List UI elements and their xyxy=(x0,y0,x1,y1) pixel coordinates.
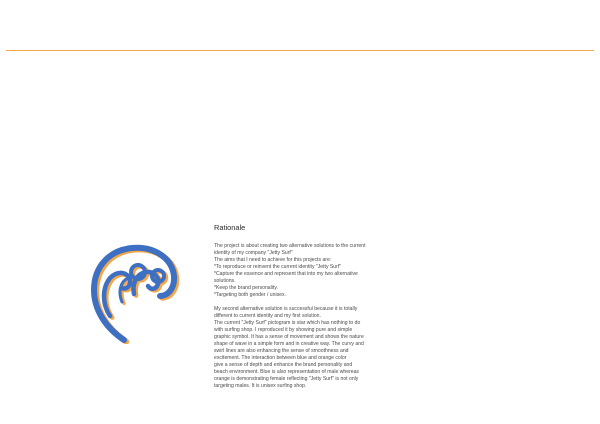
wave-swirl-pictogram-icon xyxy=(88,238,180,344)
paragraph-spacer xyxy=(214,299,394,306)
rationale-section xyxy=(214,223,394,390)
text-line: shape of wave in a simple form and in creative way. The curvy and xyxy=(214,341,364,347)
text-line: orange is demonstrating female reflecting "Jetty Surf" is not only xyxy=(214,376,359,382)
text-line: graphic symbol. It has a sense of movement and shows the nature xyxy=(214,334,364,340)
text-line: The aims that I need to achieve for this projects are: xyxy=(214,257,332,263)
text-line: solutions. xyxy=(214,278,236,284)
text-line: swirl lines are also enhancing the sense of smoothness and xyxy=(214,348,349,354)
text-line: targeting males. It is unisex surfing shop. xyxy=(214,383,307,389)
text-line: The current "Jetty Surf" pictogram is star which has nothing to do xyxy=(214,320,361,326)
text-line: excitement. The interaction between blue and orange color xyxy=(214,355,347,361)
text-line: The project is about creating two alternative solutions to the current xyxy=(214,243,366,249)
text-line: different to current identity and my first solution. xyxy=(214,313,321,319)
top-divider-line xyxy=(6,50,594,51)
rationale-paragraph-1 xyxy=(214,243,394,299)
text-line: *Targeting both gender / unisex. xyxy=(214,292,286,298)
rationale-heading: Rationale xyxy=(214,223,246,232)
text-line: My second alternative solution is successful because it is totally xyxy=(214,306,358,312)
rationale-paragraph-2 xyxy=(214,306,394,390)
text-line: with surfing shop. I reproduced it by showing pure and simple xyxy=(214,327,353,333)
text-line: beach environment. Blue is also representation of male whereas xyxy=(214,369,359,375)
text-line: give a sense of depth and enhance the brand personality and xyxy=(214,362,353,368)
text-line: *To reproduce or reinvent the current identity "Jetty Surf" xyxy=(214,264,342,270)
text-line: identity of my company "Jetty Surf" xyxy=(214,250,293,256)
text-line: *Capture the essence and represent that into my two alternative xyxy=(214,271,358,277)
text-line: *Keep the brand personality. xyxy=(214,285,278,291)
